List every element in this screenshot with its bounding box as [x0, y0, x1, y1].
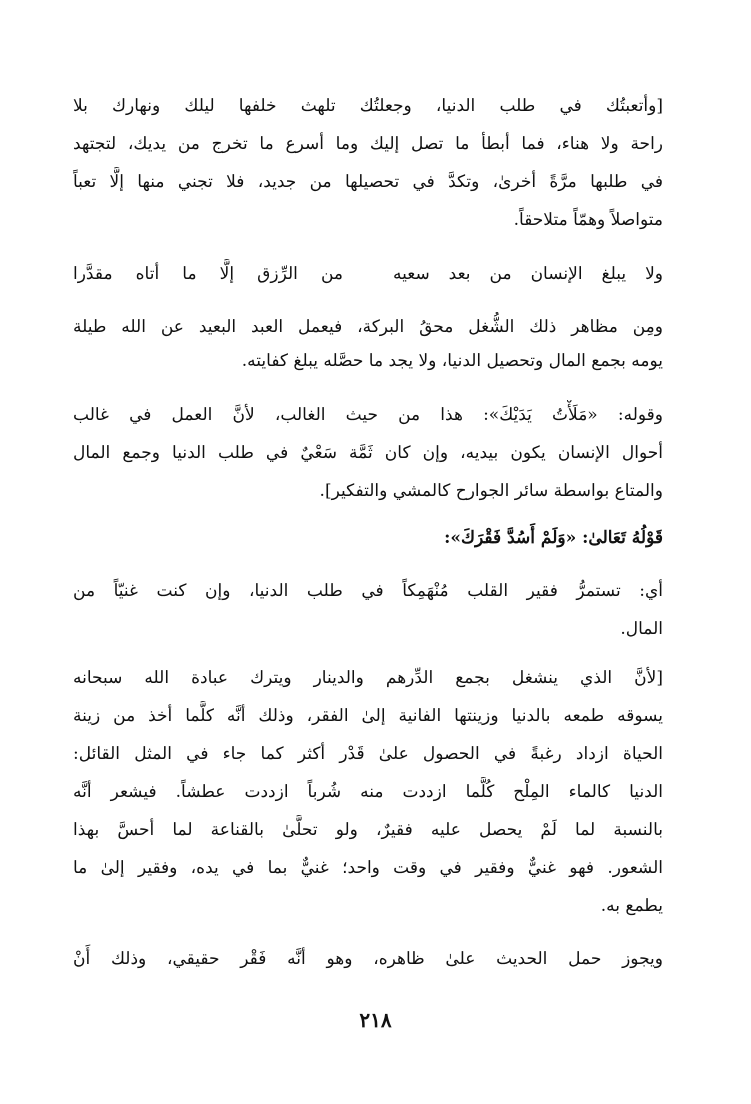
text-line: المال. — [620, 619, 663, 639]
text-line: يطمع به. — [600, 896, 663, 916]
text-line: ويجوز حمل الحديث علىٰ ظاهره، وهو أنَّه فَقْر حقيقي، وذلك أَنْ — [73, 949, 663, 969]
text-line: [وأتعبتُك في طلب الدنيا، وجعلتُك تلهث خلفها ليلك ونهارك بلا — [73, 96, 663, 116]
section-heading: قَوْلُهُ تَعَالىٰ: «وَلَمْ أَسُدَّ فَقْرَكَ»: — [444, 528, 663, 548]
text-line: الشعور. فهو غنيٌّ وفقير في وقت واحد؛ غنيٌّ بما في يده، وفقير إلىٰ ما — [73, 858, 663, 878]
text-line: راحة ولا هناء، فما أبطأ ما تصل إليك وما أسرع ما تخرج من يديك، لتجتهد — [73, 134, 663, 154]
verse-first-hemistich: ولا يبلغ الإنسان من بعد سعيه — [393, 264, 663, 284]
poetry-verse — [73, 259, 663, 289]
text-line: الحياة ازداد رغبةً في الحصول علىٰ قَدْر أكثر كما جاء في المثل القائل: — [73, 744, 663, 764]
text-line: الدنيا كالماء المِلْح كُلَّما ازددت منه شُرباً ازددت عطشاً. فيشعر أنَّه — [73, 782, 663, 802]
text-line: متواصلاً وهمّاً متلاحقاً. — [513, 210, 663, 230]
text-line: والمتاع بواسطة سائر الجوارح كالمشي والتفكير]. — [319, 481, 663, 501]
text-line: أي: تستمرُّ فقير القلب مُنْهَمِكاً في طلب الدنيا، وإن كنت غنيّاً من — [73, 581, 663, 601]
page-number: ٢١٨ — [359, 1008, 392, 1032]
text-line: [لأنَّ الذي ينشغل بجمع الدِّرهم والدينار ويترك عبادة الله سبحانه — [73, 668, 663, 688]
verse-second-hemistich: من الرِّزق إلَّا ما أتاه مقدَّرا — [73, 264, 343, 284]
text-line: بالنسبة لما لَمْ يحصل عليه فقيرٌ، ولو تحلَّىٰ بالقناعة لما أحسَّ بهذا — [73, 820, 663, 840]
text-line: يومه بجمع المال وتحصيل الدنيا، ولا يجد ما حصَّله يبلغ كفايته. — [241, 351, 663, 371]
text-line: يسوقه طمعه بالدنيا وزينتها الفانية إلىٰ الفقر، وذلك أنَّه كلَّما أخذ من زينة — [73, 706, 663, 726]
text-line: في طلبها مرَّةً أخرىٰ، وتكدَّ في تحصيلها من جديد، فلا تجني منها إلَّا تعباً — [73, 172, 663, 192]
text-line: ومِن مظاهر ذلك الشُّغل محقُ البركة، فيعمل العبد البعيد عن الله طيلة — [73, 317, 663, 337]
text-line: أحوال الإنسان يكون بيديه، وإن كان ثَمَّة سَعْيٌ في طلب الدنيا وجمع المال — [73, 443, 663, 463]
text-line: وقوله: «مَلَأْتُ يَدَيْكَ»: هذا من حيث الغالب، لأنَّ العمل في غالب — [73, 405, 663, 425]
